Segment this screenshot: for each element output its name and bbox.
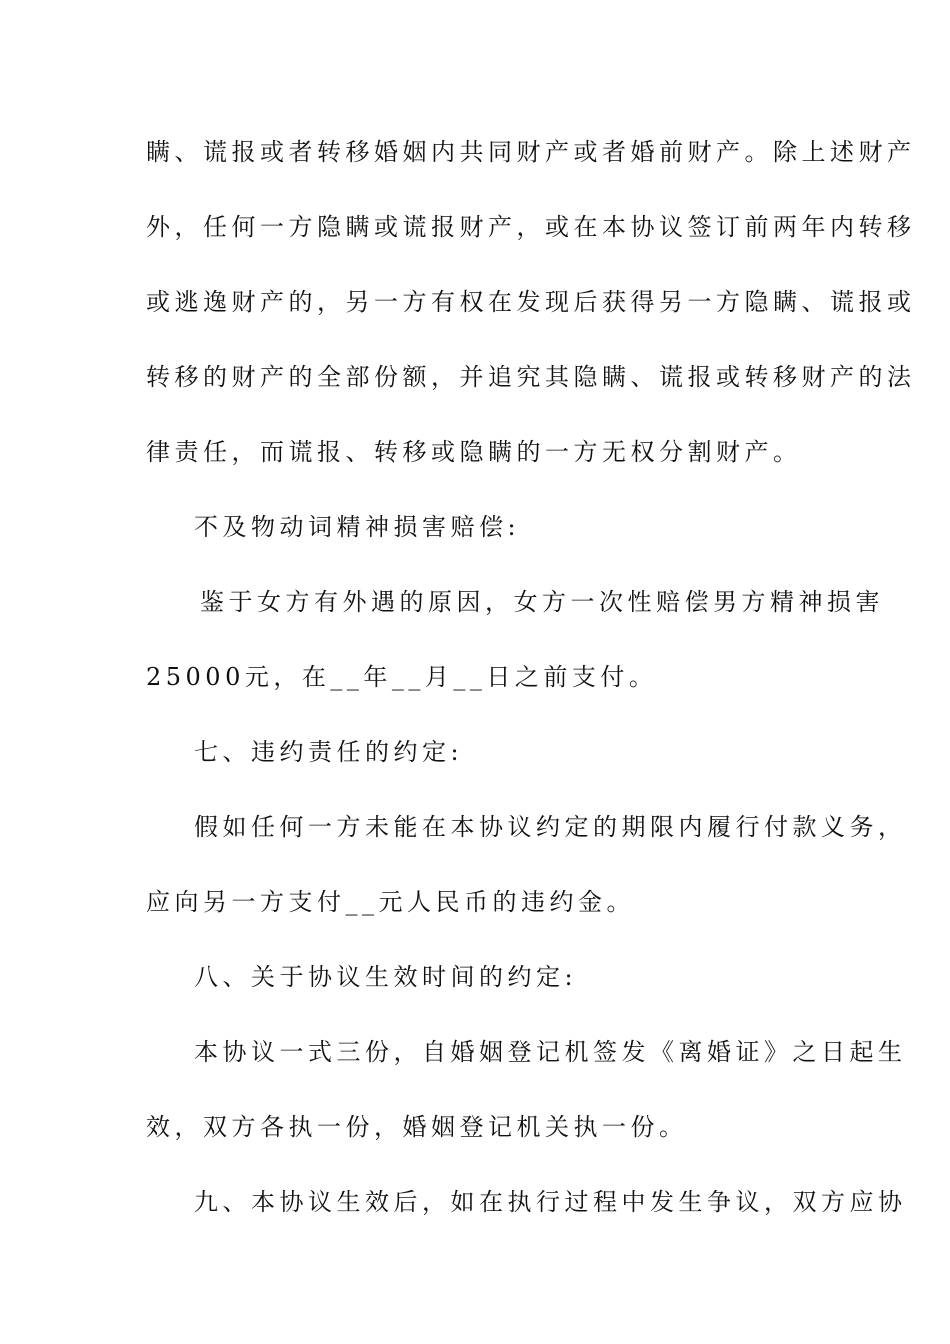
paragraph-line: 25000元，在__年__月__日之前支付。 <box>146 663 658 691</box>
section-heading-compensation: 不及物动词精神损害赔偿: <box>194 513 521 541</box>
paragraph-line: 本协议一式三份，自婚姻登记机签发《离婚证》之日起生 <box>194 1038 907 1066</box>
paragraph-line: 律责任，而谎报、转移或隐瞒的一方无权分割财产。 <box>146 438 802 466</box>
paragraph-line: 瞒、谎报或者转移婚姻内共同财产或者婚前财产。除上述财产 <box>146 138 916 166</box>
section-heading-effective-date: 八、关于协议生效时间的约定: <box>194 963 578 991</box>
paragraph-line: 假如任何一方未能在本协议约定的期限内履行付款义务， <box>194 813 907 841</box>
paragraph-line: 应向另一方支付__元人民币的违约金。 <box>146 888 635 916</box>
paragraph-line: 九、本协议生效后，如在执行过程中发生争议，双方应协 <box>194 1188 907 1216</box>
section-heading-liability: 七、违约责任的约定: <box>194 738 464 766</box>
paragraph-line: 外，任何一方隐瞒或谎报财产，或在本协议签订前两年内转移 <box>146 213 916 241</box>
paragraph-line: 鉴于女方有外遇的原因，女方一次性赔偿男方精神损害 <box>200 588 884 616</box>
paragraph-line: 或逃逸财产的，另一方有权在发现后获得另一方隐瞒、谎报或 <box>146 288 916 316</box>
paragraph-line: 转移的财产的全部份额，并追究其隐瞒、谎报或转移财产的法 <box>146 363 916 391</box>
paragraph-line: 效，双方各执一份，婚姻登记机关执一份。 <box>146 1113 688 1141</box>
